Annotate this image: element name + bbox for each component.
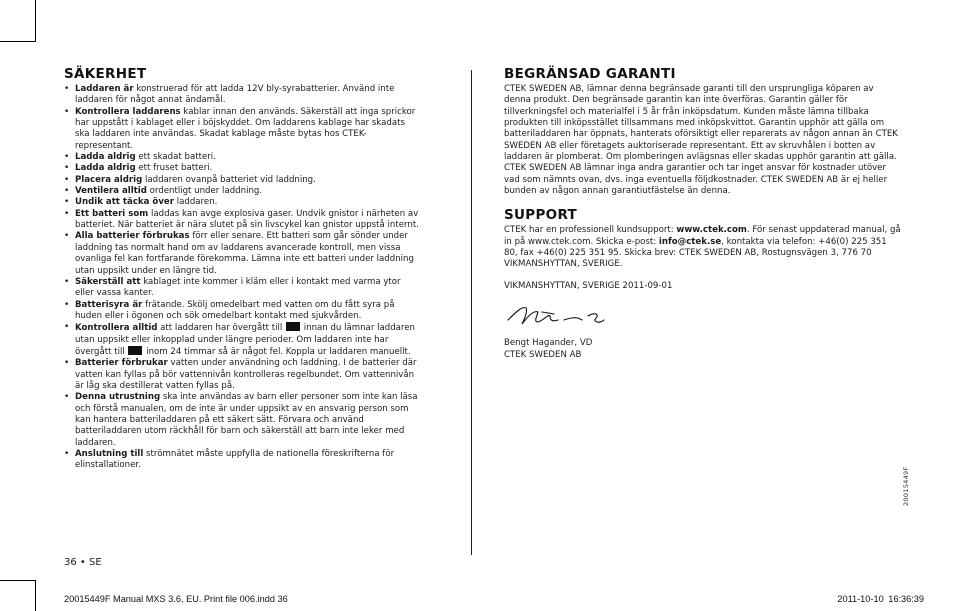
safety-item-5: • Placera aldrig laddaren ovanpå batteriet vid laddning.: [64, 175, 422, 186]
safety-item-7: • Undik att täcka över laddaren.: [64, 197, 422, 208]
safety-item-6: • Ventilera alltid ordentligt under laddning.: [64, 186, 422, 197]
support-email: info@ctek.se: [658, 236, 722, 247]
crop-mark-left: [0, 41, 36, 42]
safety-list: [64, 84, 422, 472]
column-divider: [471, 70, 472, 555]
print-footer-timestamp: 2011-10-10 16:36:39: [837, 594, 924, 604]
warranty-text: CTEK SWEDEN AB, lämnar denna begränsade garanti till den ursprungliga köparen av denna produkt. Den begränsade garantin kan inte överföras. Garantin gäller för tillverkningsfel och materialfel i 5 år från inköpsdatum. Kunden måste lämna tillbaka produkten till inköpsstället tillsammans med inköpskvittot. Garantin upphör att gälla om batteriladdaren har öppnats, hanterats oförsiktigt eller reparerats av någon annan än CTEK SWEDEN AB eller företagets auktoriserade representant. Ett av skruvhålen i botten av laddaren är plomberat. Om plomberingen avlägsnas eller skadas upphör garantin att gälla. CTEK SWEDEN AB lämnar inga andra garantier och tar inget ansvar för kostnader utöver vad som nämnts ovan, dvs. inga eventuella följdkostnader. CTEK SWEDEN AB är ej heller bunden av någon annan garantiutfästelse än denna.: [504, 84, 898, 197]
safety-item-1: • Laddaren är konstruerad för att ladda 12V bly-syrabatterier. Använd inte laddaren för något annat ändamål.: [64, 84, 422, 107]
warranty-column: [504, 66, 902, 361]
safety-item-14: • Denna utrustning ska inte användas av barn eller personer som inte kan läsa och förstå manualen, om de inte är under uppsikt av en ansvarig person som kan hantera batteriladdaren på ett säkert sätt. Förvara och använd batteriladdaren utom räckhåll för barn och säkerställ att barn inte leker med laddaren.: [64, 392, 422, 449]
crop-mark-bottom-left: [0, 580, 36, 581]
support-heading: SUPPORT: [504, 207, 578, 224]
maintenance-mode-symbol: [128, 346, 142, 355]
safety-item-2: • Kontrollera laddarens kablar innan den används. Säkerställ att inga sprickor har uppstått i kablaget eller i böjskyddet. Om laddarens kablage har skadats ska laddaren inte användas. Skadat kablage måste bytas hos CTEK-representant.: [64, 107, 422, 152]
maintenance-mode-symbol: [286, 322, 300, 331]
safety-item-8: • Ett batteri som laddas kan avge explosiva gaser. Undvik gnistor i närheten av batteriet. När batteriet är nära slutet på sin livscykel kan gnistor uppstå internt.: [64, 209, 422, 232]
warranty-heading: BEGRÄNSAD GARANTI: [504, 66, 676, 82]
document-code: 20015449F: [902, 466, 910, 506]
safety-item-4: • Ladda aldrig ett fruset batteri.: [64, 163, 422, 174]
safety-item-13: • Batterier förbrukar vatten under användning och laddning. I de batterier där vatten kan fyllas på bör vattennivån kontrolleras regelbundet. Om vattennivån är låg ska destillerat vatten fyllas på.: [64, 358, 422, 392]
place-date: VIKMANSHYTTAN, SVERIGE 2011-09-01: [504, 280, 673, 291]
safety-column: [64, 66, 422, 472]
crop-mark-bottom: [35, 580, 36, 611]
safety-item-10: • Säkerställ att kablaget inte kommer i kläm eller i kontakt med varma ytor eller vassa kanter.: [64, 277, 422, 300]
signer-name: Bengt Hagander, VD: [504, 338, 593, 349]
support-text: CTEK har en professionell kundsupport: www.ctek.com. För senast uppdaterad manual, gå in på www.ctek.com. Skicka e-post: info@ctek.se, kontakta via telefon: +46(0) 225 351 80, fax +46(0) 225 351 95. Skicka brev: CTEK SWEDEN AB, Rostugnsvägen 3, 776 70 VIKMANSHYTTAN, SVERIGE.: [504, 225, 901, 270]
page-number: 36 • SE: [64, 557, 102, 568]
support-website: www.ctek.com: [676, 225, 747, 236]
safety-item-9: • Alla batterier förbrukas förr eller senare. Ett batteri som går sönder under laddning tas normalt hand om av laddarens avancerade kontroll, men vissa ovanliga fel kan fortfarande förekomma. Lämna inte ett batteri under laddning utan uppsikt under en längre tid.: [64, 231, 422, 276]
safety-item-12: • Kontrollera alltid att laddaren har övergått till innan du lämnar laddaren utan uppsikt eller inkopplad under längre perioder. Om laddaren inte har övergått till inom 24 timmar så är något fel. Koppla ur laddaren manuellt.: [64, 322, 422, 358]
safety-item-3: • Ladda aldrig ett skadat batteri.: [64, 152, 422, 163]
safety-item-15: • Anslutning till strömnätet måste uppfylla de nationella föreskrifterna för elinstallationer.: [64, 449, 422, 472]
crop-mark-top: [35, 0, 36, 42]
print-footer-file: 20015449F Manual MXS 3.6, EU. Print file 006.indd 36: [64, 594, 288, 604]
safety-heading: SÄKERHET: [64, 66, 147, 82]
signature-image: [504, 298, 614, 338]
safety-item-11: • Batterisyra är frätande. Skölj omedelbart med vatten om du fått syra på huden eller i ögonen och sök omedelbart kontakt med sjukvården.: [64, 300, 422, 323]
signer-company: CTEK SWEDEN AB: [504, 349, 582, 360]
